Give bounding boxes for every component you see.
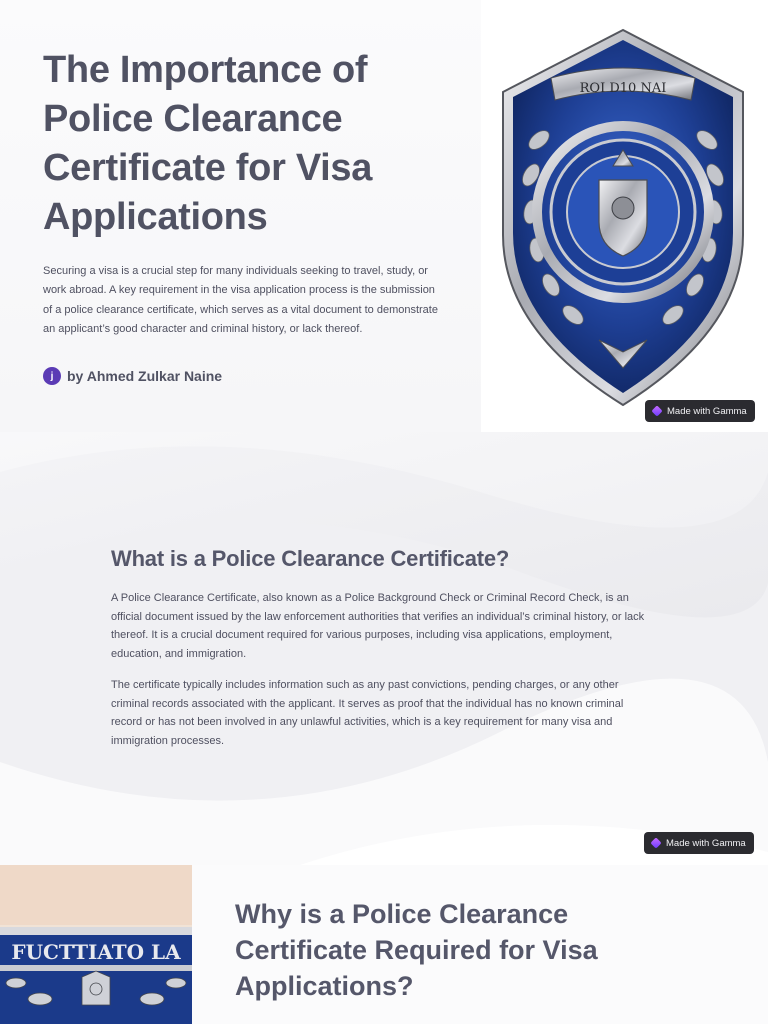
definition-slide [0,432,768,865]
gamma-logo-icon [650,837,661,848]
gamma-badge-label: Made with Gamma [667,405,747,417]
section-heading: What is a Police Clearance Certificate? [111,546,510,571]
seal-banner-text: FUCTTIATO LA [11,940,181,964]
contents-paragraph: The certificate typically includes information such as any past convictions, pending charges, or any other criminal records associated with the applicant. It serves as proof that the individual has no known criminal record or has not been involved in any unlawful activities, which is a key requirement for many visa and immigration processes. [111,679,624,747]
author-avatar: j [43,367,61,385]
gamma-badge-label: Made with Gamma [666,837,746,849]
gamma-logo-icon [651,405,662,416]
author-name: by Ahmed Zulkar Naine [67,368,223,384]
police-badge-illustration [481,0,768,432]
certificate-seal-illustration [0,865,192,1024]
requirement-slide [0,865,768,1024]
slide-title: The Importance of Police Clearance Certificate for Visa Applications [43,49,373,238]
author-byline [43,367,222,385]
title-slide [0,0,768,432]
made-with-gamma-badge[interactable] [644,832,754,854]
police-badge-image [481,0,768,432]
intro-paragraph: Securing a visa is a crucial step for many individuals seeking to travel, study, or work abroad. A key requirement in the visa application process is the submission of a police clearance certificate, which serves as a vital document to demonstrate an applicant’s good character and criminal history, or lack thereof. [43,265,438,335]
definition-paragraph: A Police Clearance Certificate, also known as a Police Background Check or Criminal Record Check, is an official document issued by the law enforcement authorities that verifies an individual’s criminal history, or lack thereof. It is a crucial document required for various purposes, including visa applications, employment, education, and immigration. [111,592,645,660]
badge-banner-text: ROI D10 NAI [579,81,667,96]
made-with-gamma-badge[interactable] [645,400,755,422]
section-heading: Why is a Police Clearance Certificate Required for Visa Applications? [235,899,598,1001]
certificate-seal-image [0,865,192,1024]
